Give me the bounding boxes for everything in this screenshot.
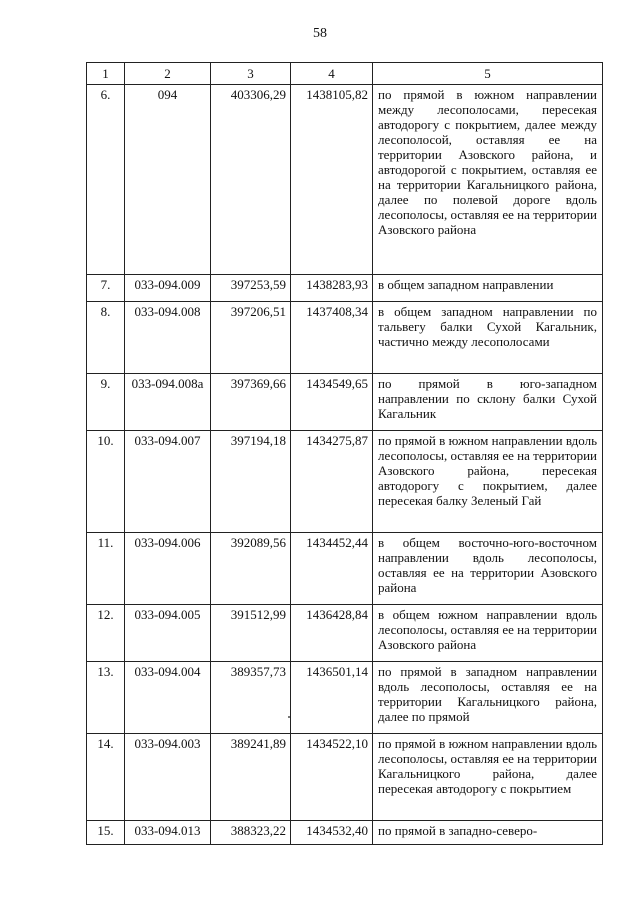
boundary-description: по прямой в южном направлении вдоль лесополосы, оставляя ее на территории Кагальницкого района, далее пересекая автодорогу с покрытием <box>373 734 603 821</box>
point-id: 033-094.003 <box>125 734 211 821</box>
point-id: 033-094.005 <box>125 605 211 662</box>
table-row <box>87 662 603 734</box>
table-row <box>87 734 603 821</box>
row-number: 10. <box>87 431 125 533</box>
coord-y: 1434532,40 <box>291 821 373 845</box>
coord-y: 1434452,44 <box>291 533 373 605</box>
row-number: 15. <box>87 821 125 845</box>
boundary-description: по прямой в западном направлении вдоль лесополосы, оставляя ее на территории Кагальницкого района, далее по прямой <box>373 662 603 734</box>
coord-x: 397369,66 <box>211 374 291 431</box>
coord-x: 403306,29 <box>211 85 291 275</box>
coord-y: 1434522,10 <box>291 734 373 821</box>
coord-x: 397194,18 <box>211 431 291 533</box>
row-number: 6. <box>87 85 125 275</box>
coord-y: 1438283,93 <box>291 275 373 302</box>
boundary-description: в общем южном направлении вдоль лесополосы, оставляя ее на территории Азовского района <box>373 605 603 662</box>
coord-y: 1437408,34 <box>291 302 373 374</box>
table-row <box>87 302 603 374</box>
table-row <box>87 605 603 662</box>
column-header-number: 1 <box>87 63 125 85</box>
coord-x: 397253,59 <box>211 275 291 302</box>
table-row <box>87 85 603 275</box>
point-id: 033-094.008а <box>125 374 211 431</box>
scan-speck <box>288 716 290 718</box>
column-header-description: 5 <box>373 63 603 85</box>
point-id: 033-094.004 <box>125 662 211 734</box>
coord-y: 1436428,84 <box>291 605 373 662</box>
point-id: 033-094.006 <box>125 533 211 605</box>
coord-x: 392089,56 <box>211 533 291 605</box>
table-row <box>87 821 603 845</box>
boundary-description: по прямой в западно-северо- <box>373 821 603 845</box>
point-id: 094 <box>125 85 211 275</box>
row-number: 9. <box>87 374 125 431</box>
row-number: 7. <box>87 275 125 302</box>
coord-y: 1434549,65 <box>291 374 373 431</box>
table-row <box>87 533 603 605</box>
table-row <box>87 374 603 431</box>
coord-y: 1434275,87 <box>291 431 373 533</box>
column-header-y: 4 <box>291 63 373 85</box>
row-number: 8. <box>87 302 125 374</box>
row-number: 12. <box>87 605 125 662</box>
table-row <box>87 431 603 533</box>
coord-x: 397206,51 <box>211 302 291 374</box>
coord-y: 1438105,82 <box>291 85 373 275</box>
column-header-point: 2 <box>125 63 211 85</box>
row-number: 11. <box>87 533 125 605</box>
coord-x: 389357,73 <box>211 662 291 734</box>
boundary-table <box>86 62 603 845</box>
point-id: 033-094.009 <box>125 275 211 302</box>
page-number: 58 <box>313 26 327 41</box>
table-body <box>87 85 603 845</box>
header-row <box>87 63 603 85</box>
coord-x: 391512,99 <box>211 605 291 662</box>
boundary-description: в общем восточно-юго-восточном направлении вдоль лесополосы, оставляя ее на территории Азовского района <box>373 533 603 605</box>
row-number: 14. <box>87 734 125 821</box>
coord-x: 389241,89 <box>211 734 291 821</box>
coord-y: 1436501,14 <box>291 662 373 734</box>
table-header <box>87 63 603 85</box>
boundary-description: по прямой в южном направлении между лесополосами, пересекая автодорогу с покрытием, далее между лесополосой, оставляя ее на территории Азовского района, и автодорогой с покрытием, оставляя ее на территории Кагальницкого района, далее по полевой дороге вдоль лесополосы, оставляя ее на территории Азовского района <box>373 85 603 275</box>
point-id: 033-094.013 <box>125 821 211 845</box>
boundary-description: в общем западном направлении по тальвегу балки Сухой Кагальник, частично между лесополосами <box>373 302 603 374</box>
row-number: 13. <box>87 662 125 734</box>
boundary-description: в общем западном направлении <box>373 275 603 302</box>
point-id: 033-094.008 <box>125 302 211 374</box>
coord-x: 388323,22 <box>211 821 291 845</box>
point-id: 033-094.007 <box>125 431 211 533</box>
table-row <box>87 275 603 302</box>
boundary-description: по прямой в юго-западном направлении по склону балки Сухой Кагальник <box>373 374 603 431</box>
column-header-x: 3 <box>211 63 291 85</box>
boundary-description: по прямой в южном направлении вдоль лесополосы, оставляя ее на территории Азовского района, пересекая автодорогу с покрытием, далее пересекая балку Зеленый Гай <box>373 431 603 533</box>
